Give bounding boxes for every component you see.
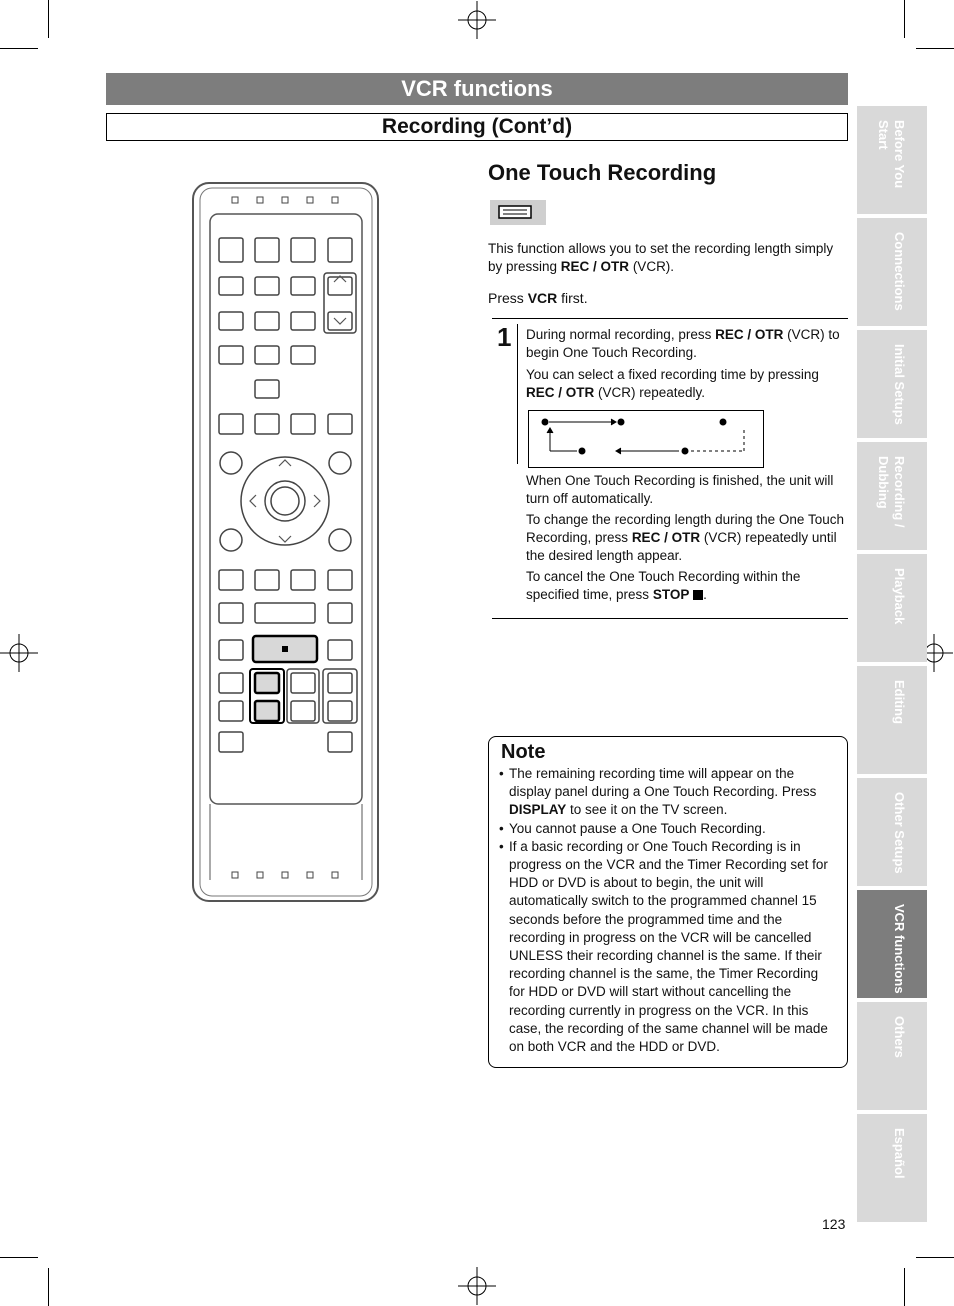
step-text-2: You can select a fixed recording time by pressing REC / OTR (VCR) repeatedly. xyxy=(526,367,819,400)
step-text-5: To cancel the One Touch Recording within the specified time, press STOP . xyxy=(526,569,801,602)
step-number: 1 xyxy=(497,322,512,352)
vcr-icon xyxy=(490,200,546,225)
tab-connections[interactable]: Connections xyxy=(857,218,927,326)
cycle-dot xyxy=(542,419,549,426)
note-item: • If a basic recording or One Touch Recording is in progress on the VCR and the Timer Recording set for HDD or DVD is about to begin, the unit will automatically switch to the programmed channel 15 seconds before the programmed time and the recording in progress on the VCR will be cancelled UNLESS their recording channel is the same. If their recording channel is the same, the Timer Recording for HDD or DVD will start without cancelling the recording currently in progress on the VCR. In this case, the recording of the same channel will be made on both VCR and the HDD or DVD. xyxy=(497,838,837,1056)
registration-mark xyxy=(458,1,496,39)
note-list xyxy=(497,765,837,1056)
tab-editing[interactable]: Editing xyxy=(857,666,927,774)
step-text-1: During normal recording, press REC / OTR (VCR) to begin One Touch Recording. xyxy=(526,327,840,360)
remote-control-illustration xyxy=(190,180,382,904)
cycle-dot xyxy=(682,448,689,455)
section-header: VCR functions xyxy=(106,73,848,105)
otr-cycle-diagram xyxy=(528,410,764,468)
cycle-dot xyxy=(720,419,727,426)
note-item: • The remaining recording time will appear on the display panel during a One Touch Recording. Press DISPLAY to see it on the TV screen. xyxy=(497,765,837,820)
tab-espanol[interactable]: Español xyxy=(857,1114,927,1222)
registration-mark xyxy=(458,1267,496,1305)
note-box xyxy=(488,736,848,1068)
tab-other-setups[interactable]: Other Setups xyxy=(857,778,927,886)
divider xyxy=(492,618,848,619)
tab-vcr-functions[interactable]: VCR functions xyxy=(857,890,927,998)
page-number: 123 xyxy=(822,1216,846,1232)
crop-mark xyxy=(0,1257,38,1258)
stop-square-icon xyxy=(693,590,703,600)
tab-playback[interactable]: Playback xyxy=(857,554,927,662)
tab-others[interactable]: Others xyxy=(857,1002,927,1110)
tab-before-you-start[interactable]: Before You Start xyxy=(857,106,927,214)
step-divider xyxy=(517,324,518,464)
crop-mark xyxy=(904,1268,905,1306)
crop-mark xyxy=(916,48,954,49)
crop-mark xyxy=(916,1257,954,1258)
step-text-3: When One Touch Recording is finished, the unit will turn off automatically. xyxy=(526,473,834,506)
stop-button-highlight xyxy=(253,636,317,662)
tab-initial-setups[interactable]: Initial Setups xyxy=(857,330,927,438)
cycle-dot xyxy=(579,448,586,455)
cycle-dot xyxy=(618,419,625,426)
page-subtitle: Recording (Cont’d) xyxy=(106,113,848,141)
side-tabs xyxy=(857,106,927,1226)
divider xyxy=(492,318,848,319)
section-title: One Touch Recording xyxy=(488,160,717,185)
crop-mark xyxy=(48,0,49,38)
press-vcr-instruction: Press VCR first. xyxy=(488,290,588,306)
crop-mark xyxy=(48,1268,49,1306)
note-title: Note xyxy=(501,741,546,763)
crop-mark xyxy=(904,0,905,38)
registration-mark xyxy=(0,634,38,672)
intro-text: This function allows you to set the recording length simply by pressing REC / OTR (VCR). xyxy=(488,241,834,274)
crop-mark xyxy=(0,48,38,49)
tab-recording-dubbing[interactable]: Recording / Dubbing xyxy=(857,442,927,550)
step-text-4: To change the recording length during the One Touch Recording, press REC / OTR (VCR) repeatedly until the desired length appear. xyxy=(526,512,844,563)
note-item: • You cannot pause a One Touch Recording. xyxy=(497,820,837,838)
